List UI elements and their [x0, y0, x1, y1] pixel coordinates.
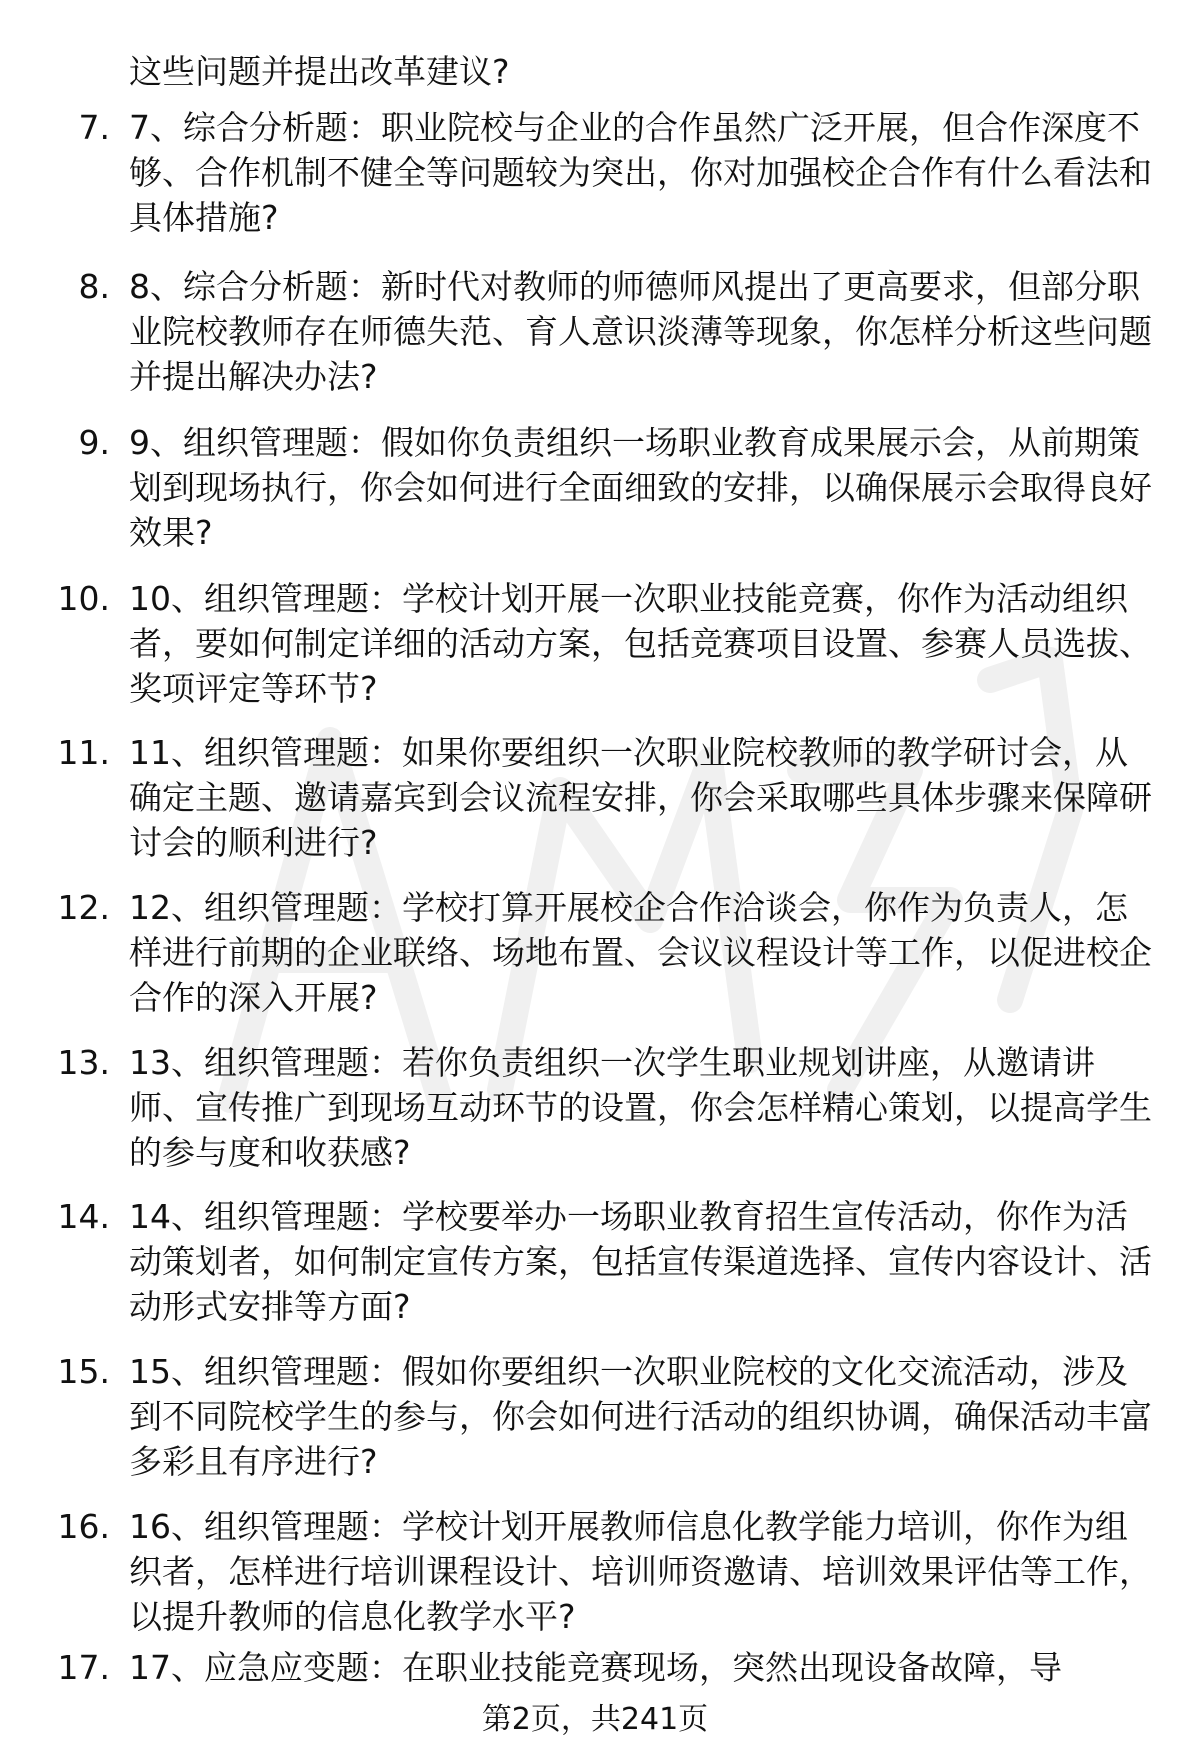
question-text: 这些问题并提出改革建议? [129, 52, 510, 91]
question-number: 8. [78, 267, 110, 306]
question-text: 10、组织管理题：学校计划开展一次职业技能竞赛，你作为活动组织者，要如何制定详细的活动方案，包括竞赛项目设置、参赛人员选拔、奖项评定等环节? [129, 579, 1152, 708]
question-text: 12、组织管理题：学校打算开展校企合作洽谈会，你作为负责人，怎样进行前期的企业联络、场地布置、会议议程设计等工作，以促进校企合作的深入开展? [129, 888, 1152, 1017]
question-number: 9. [78, 423, 110, 462]
question-text: 8、综合分析题：新时代对教师的师德师风提出了更高要求，但部分职业院校教师存在师德失范、育人意识淡薄等现象，你怎样分析这些问题并提出解决办法? [129, 267, 1152, 396]
question-number: 11. [57, 733, 110, 772]
question-text: 14、组织管理题：学校要举办一场职业教育招生宣传活动，你作为活动策划者，如何制定宣传方案，包括宣传渠道选择、宣传内容设计、活动形式安排等方面? [129, 1197, 1152, 1326]
question-number: 7. [78, 108, 110, 147]
question-text: 15、组织管理题：假如你要组织一次职业院校的文化交流活动，涉及到不同院校学生的参与，你会如何进行活动的组织协调，确保活动丰富多彩且有序进行? [129, 1352, 1152, 1481]
page-footer: 第2页，共241页 [481, 1702, 709, 1737]
question-text: 9、组织管理题：假如你负责组织一场职业教育成果展示会，从前期策划到现场执行，你会如何进行全面细致的安排，以确保展示会取得良好效果? [129, 423, 1152, 552]
question-text: 13、组织管理题：若你负责组织一次学生职业规划讲座，从邀请讲师、宣传推广到现场互动环节的设置，你会怎样精心策划，以提高学生的参与度和收获感? [129, 1043, 1152, 1172]
question-text: 17、应急应变题：在职业技能竞赛现场，突然出现设备故障，导 [129, 1648, 1062, 1687]
question-text: 7、综合分析题：职业院校与企业的合作虽然广泛开展，但合作深度不够、合作机制不健全等问题较为突出，你对加强校企合作有什么看法和具体措施? [129, 108, 1152, 237]
question-number: 16. [57, 1507, 110, 1546]
question-number: 17. [57, 1648, 110, 1687]
question-text: 16、组织管理题：学校计划开展教师信息化教学能力培训，你作为组织者，怎样进行培训课程设计、培训师资邀请、培训效果评估等工作，以提升教师的信息化教学水平? [129, 1507, 1152, 1636]
question-number: 10. [57, 579, 110, 618]
question-text: 11、组织管理题：如果你要组织一次职业院校教师的教学研讨会，从确定主题、邀请嘉宾到会议流程安排，你会采取哪些具体步骤来保障研讨会的顺利进行? [129, 733, 1152, 862]
question-number: 15. [57, 1352, 110, 1391]
question-number: 14. [57, 1197, 110, 1236]
question-number: 12. [57, 888, 110, 927]
question-number: 13. [57, 1043, 110, 1082]
